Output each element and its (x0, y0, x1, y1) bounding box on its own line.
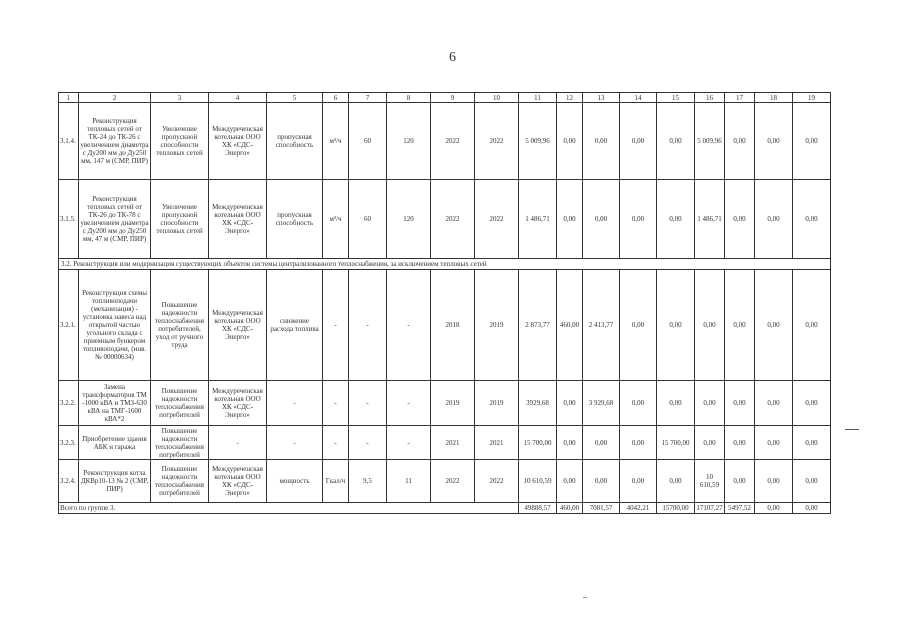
table-cell: 3 (151, 93, 209, 103)
table-cell: 0,00 (657, 270, 695, 381)
table-cell: снижение расхода топлива (267, 270, 323, 381)
table-cell: - (349, 426, 387, 460)
table-cell: 0,00 (793, 103, 831, 180)
total-label: Всего по группе 3. (59, 503, 519, 514)
table-cell: 11 (519, 93, 557, 103)
table-cell: 0,00 (725, 426, 755, 460)
table-cell: - (349, 270, 387, 381)
table-cell: 2019 (431, 381, 475, 426)
table-cell: 0,00 (755, 381, 793, 426)
table-cell: 2 873,77 (519, 270, 557, 381)
table-cell: 9 (431, 93, 475, 103)
table-cell: 0,00 (620, 180, 657, 259)
total-row (59, 503, 831, 514)
table-cell: 0,00 (557, 180, 583, 259)
table-cell: 0,00 (755, 180, 793, 259)
table-cell: Повышение надежности теплоснабжения потребителей (151, 381, 209, 426)
table-cell: Приобретение здания АБК и гаража (79, 426, 151, 460)
total-value: 5497,52 (725, 503, 755, 514)
table-cell: 4 (209, 93, 267, 103)
table-cell: 2022 (475, 180, 519, 259)
table-cell: - (323, 381, 349, 426)
table-cell: 1 486,71 (695, 180, 725, 259)
table-cell: Реконструкция схемы топливоподачи (механизация) - установка навеса над открытой частью угольного склада с приемным бункером топливоподачи, (инв. № 00000634) (79, 270, 151, 381)
table-cell: 460,00 (557, 270, 583, 381)
table-cell: 5 (267, 93, 323, 103)
table-cell: 18 (755, 93, 793, 103)
table-cell: 5 009,96 (695, 103, 725, 180)
table-cell: Повышение надежности теплоснабжения потребителей, уход от ручного труда (151, 270, 209, 381)
table-cell: 120 (387, 180, 431, 259)
table-cell: 0,00 (583, 426, 620, 460)
total-value: 17107,27 (696, 504, 723, 512)
table-cell: 2021 (475, 426, 519, 460)
table-cell: - (267, 426, 323, 460)
table-cell: 0,00 (657, 103, 695, 180)
table-cell: Междуреченская котельная ООО ХК «СДС-Энерго» (209, 381, 267, 426)
table-cell: 0,00 (620, 381, 657, 426)
table-cell: м³/ч (323, 103, 349, 180)
table-cell: 0,00 (583, 180, 620, 259)
table-cell: 0,00 (620, 103, 657, 180)
table-row (59, 103, 831, 180)
table-cell: 3.2.4. (59, 460, 79, 503)
table-cell: 60 (349, 103, 387, 180)
table-cell: 15 700,00 (519, 426, 557, 460)
table-cell: 3.1.4. (59, 103, 79, 180)
table-cell: 15 (657, 93, 695, 103)
table-cell: 0,00 (725, 180, 755, 259)
table-cell: 3.2.3. (59, 426, 79, 460)
table-cell: 8 (387, 93, 431, 103)
table-cell: 2022 (475, 103, 519, 180)
table-cell: 0,00 (695, 426, 725, 460)
table-cell: 10 (475, 93, 519, 103)
investment-table (58, 92, 831, 514)
table-cell: 3.2.2. (59, 381, 79, 426)
table-row (59, 426, 831, 460)
table-cell: 15 700,00 (657, 426, 695, 460)
table-cell: 0,00 (793, 270, 831, 381)
total-value: 0,00 (755, 503, 793, 514)
table-cell: пропускная способность (267, 103, 323, 180)
table-cell: 0,00 (583, 460, 620, 503)
table-cell: м³/ч (323, 180, 349, 259)
table-cell: 0,00 (557, 426, 583, 460)
table-cell: 0,00 (695, 381, 725, 426)
total-value: 460,00 (557, 503, 583, 514)
section-title: 3.2. Реконструкция или модернизация существующих объектов системы централизованного теплоснабжения, за исключением тепловых сетей (59, 259, 831, 270)
table-cell: 17 (725, 93, 755, 103)
table-cell: Междуреченская котельная ООО ХК «СДС-Энерго» (209, 180, 267, 259)
table-cell: 1 486,71 (519, 180, 557, 259)
table-cell: 0,00 (725, 103, 755, 180)
total-value: 0,00 (793, 503, 831, 514)
total-value: 49888,57 (519, 503, 557, 514)
total-value: 15700,00 (657, 503, 695, 514)
table-cell: 14 (620, 93, 657, 103)
table-cell: 3 929,68 (583, 381, 620, 426)
table-cell: 2 413,77 (583, 270, 620, 381)
section-row (59, 259, 831, 270)
table-cell: 2022 (431, 460, 475, 503)
table-cell: 2 (79, 93, 151, 103)
table-cell: 1 (59, 93, 79, 103)
table-cell: мощность (267, 460, 323, 503)
table-cell: - (267, 381, 323, 426)
table-cell: 0,00 (620, 270, 657, 381)
table-cell: 0,00 (557, 381, 583, 426)
table-cell: 2019 (475, 381, 519, 426)
page-number: 6 (449, 50, 456, 65)
table-cell: - (387, 381, 431, 426)
table-cell: 0,00 (620, 460, 657, 503)
table-row (59, 460, 831, 503)
table-cell: Повышение надежности теплоснабжения потребителей (151, 460, 209, 503)
table-row (59, 270, 831, 381)
table-cell: 5 009,96 (519, 103, 557, 180)
table-cell: 0,00 (793, 460, 831, 503)
table-cell: пропускная способность (267, 180, 323, 259)
table-cell: 0,00 (557, 103, 583, 180)
table-cell: 0,00 (793, 180, 831, 259)
table-cell: 13 (583, 93, 620, 103)
table-cell: 60 (349, 180, 387, 259)
scan-speck (583, 597, 587, 598)
table-cell: - (387, 426, 431, 460)
table-cell: Гкал/ч (323, 460, 349, 503)
table-cell: 0,00 (755, 103, 793, 180)
table-cell: 0,00 (793, 381, 831, 426)
table-cell: Междуреченская котельная ООО ХК «СДС-Энерго» (209, 270, 267, 381)
table-cell: 2022 (475, 460, 519, 503)
table-cell: 12 (557, 93, 583, 103)
table-cell: 0,00 (657, 180, 695, 259)
table-cell: 7 (349, 93, 387, 103)
table-cell: 120 (387, 103, 431, 180)
table-cell: 0,00 (725, 381, 755, 426)
table-row (59, 180, 831, 259)
table-cell: 3929,68 (519, 381, 557, 426)
table-cell: 6 (323, 93, 349, 103)
table-cell: 0,00 (725, 270, 755, 381)
table-cell: 0,00 (793, 426, 831, 460)
table-cell: 10 610,59 (695, 460, 725, 503)
table-cell: - (349, 381, 387, 426)
table-cell: Реконструкция тепловых сетей от ТК-26 до ТК-78 с увеличением диаметра с Ду200 мм до Ду250 мм, 47 м (СМР, ПИР) (79, 180, 151, 259)
table-cell: Реконструкция котла ДКВр10-13 № 2 (СМР, ПИР) (79, 460, 151, 503)
table-cell: 0,00 (657, 460, 695, 503)
table-cell: Междуреченская котельная ООО ХК «СДС-Энерго» (209, 460, 267, 503)
table-cell: - (323, 426, 349, 460)
table-cell: 11 (387, 460, 431, 503)
table-cell: 0,00 (620, 426, 657, 460)
table-cell: 2019 (475, 270, 519, 381)
table-cell: 2022 (431, 180, 475, 259)
table-cell: 16 (695, 93, 725, 103)
table-cell: 0,00 (657, 381, 695, 426)
total-value: 7081,57 (583, 503, 620, 514)
header-row (59, 93, 831, 103)
table-cell: 3.1.5. (59, 180, 79, 259)
table-cell: Повышение надежности теплоснабжения потребителей (151, 426, 209, 460)
table-cell: Реконструкция тепловых сетей от ТК-24 до ТК-26 с увеличением диаметра с Ду200 мм до Ду250 мм, 147 м (СМР, ПИР) (79, 103, 151, 180)
table-cell: - (323, 270, 349, 381)
table-cell: 0,00 (557, 460, 583, 503)
table-cell: - (209, 426, 267, 460)
table-cell: Замена трансформаторов ТМ -1000 кВА и ТМЗ-630 кВА на ТМГ-1600 кВА*2 (79, 381, 151, 426)
table-cell: - (387, 270, 431, 381)
table-cell: 9,5 (349, 460, 387, 503)
margin-mark (845, 429, 859, 430)
table-cell: 0,00 (583, 103, 620, 180)
table-cell: 0,00 (695, 270, 725, 381)
table-cell: 0,00 (725, 460, 755, 503)
table-cell: 0,00 (755, 270, 793, 381)
table-cell: 10 610,59 (519, 460, 557, 503)
table-cell: Междуреченская котельная ООО ХК «СДС-Энерго» (209, 103, 267, 180)
table-cell: 3.2.1. (59, 270, 79, 381)
table-cell: Увеличение пропускной способности тепловых сетей (151, 180, 209, 259)
table-cell: 0,00 (755, 426, 793, 460)
table-cell: 2018 (431, 270, 475, 381)
table-cell: 0,00 (755, 460, 793, 503)
table-cell: 2022 (431, 103, 475, 180)
total-value: 4042,21 (620, 503, 657, 514)
table-cell: 2021 (431, 426, 475, 460)
table-row (59, 381, 831, 426)
table-cell: 19 (793, 93, 831, 103)
table-cell: Увеличение пропускной способности тепловых сетей (151, 103, 209, 180)
